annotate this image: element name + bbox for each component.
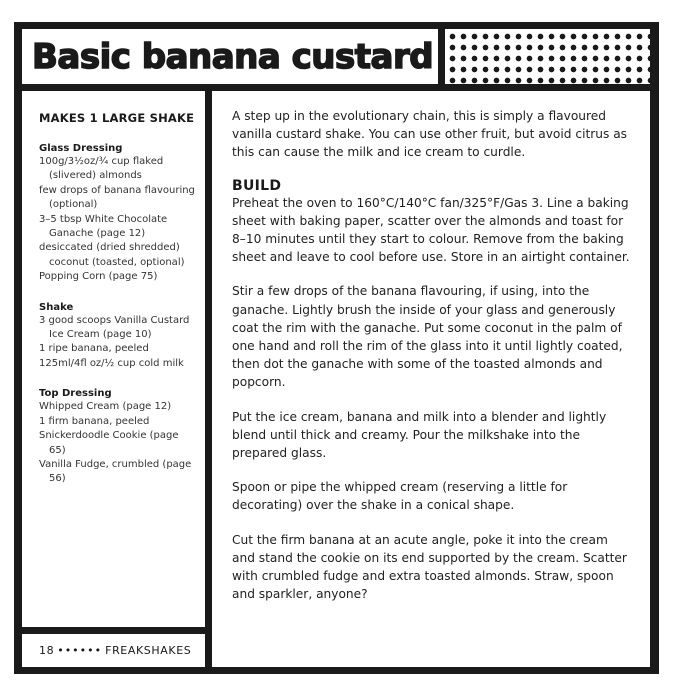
ingredient-item: 1 firm banana, peeled <box>39 415 150 427</box>
method-step: Preheat the oven to 160°C/140°C fan/325°F/Gas 3. Line a baking sheet with baking paper, scatter over the almonds and toast for 8–10 minutes until they start to colour. Remove from the baking sheet and leave to cool before use. Store in an airtight container. <box>232 195 630 265</box>
method-steps <box>232 194 634 604</box>
method-step: Cut the firm banana at an acute angle, poke it into the cream and stand the cookie on its end supported by the cream. Scatter with crumbled fudge and extra toasted almonds. Straw, spoon and sparkler, anyone? <box>232 532 627 602</box>
page-number: 18 <box>39 644 55 657</box>
recipe-title: Basic banana custard <box>32 36 434 77</box>
ingredient-section <box>39 143 195 285</box>
ingredient-item: desiccated (dried shredded) coconut (toasted, optional) <box>39 242 185 268</box>
ingredient-item: Snickerdoodle Cookie (page 65) <box>39 430 179 456</box>
book-title: FREAKSHAKES <box>105 644 192 657</box>
method-step: Spoon or pipe the whipped cream (reserving a little for decorating) over the shake in a conical shape. <box>232 480 568 513</box>
footer-separator: •••••• <box>57 644 103 657</box>
ingredient-item: 1 ripe banana, peeled <box>39 343 149 355</box>
title-banner <box>22 29 438 84</box>
yield-label: MAKES 1 LARGE SHAKE <box>39 111 195 125</box>
section-title: Glass Dressing <box>39 143 123 154</box>
ingredient-item: 3 good scoops Vanilla Custard Ice Cream (page 10) <box>39 314 190 341</box>
page-footer <box>22 634 205 667</box>
ingredient-item: Vanilla Fudge, crumbled (page 56) <box>39 458 192 485</box>
ingredient-item: few drops of banana flavouring (optional) <box>39 184 195 211</box>
ingredient-item: 3–5 tbsp White Chocolate Ganache (page 12) <box>39 213 168 240</box>
section-title: Shake <box>39 301 74 313</box>
section-title: Top Dressing <box>39 388 112 400</box>
polka-dot-decoration <box>445 29 650 84</box>
ingredients-sidebar <box>22 91 205 627</box>
ingredient-sections <box>39 143 195 487</box>
ingredient-item: Whipped Cream (page 12) <box>39 401 172 413</box>
build-heading: BUILD <box>232 177 282 194</box>
method-step: Put the ice cream, banana and milk into a blender and lightly blend until thick and creamy. Pour the milkshake into the prepared glass. <box>232 409 607 461</box>
ingredient-item: Popping Corn (page 75) <box>39 271 158 283</box>
intro-paragraph: A step up in the evolutionary chain, this is simply a flavoured vanilla custard shake. You can use other fruit, but avoid citrus as this can cause the milk and ice cream to curdle. <box>232 109 628 160</box>
ingredient-item: 100g/3½oz/¾ cup flaked (slivered) almonds <box>39 156 164 182</box>
method-step: Stir a few drops of the banana flavouring, if using, into the ganache. Lightly brush the inside of your glass and generously coat the rim with the ganache. Put some coconut in the palm of one hand and roll the rim of the glass into it until lightly coated, then dot the ganache with some of the toasted almonds and popcorn. <box>232 284 623 390</box>
ingredient-item: 125ml/4fl oz/½ cup cold milk <box>39 357 184 369</box>
method-panel <box>212 91 650 667</box>
ingredient-section <box>39 388 195 486</box>
ingredient-section <box>39 302 195 372</box>
